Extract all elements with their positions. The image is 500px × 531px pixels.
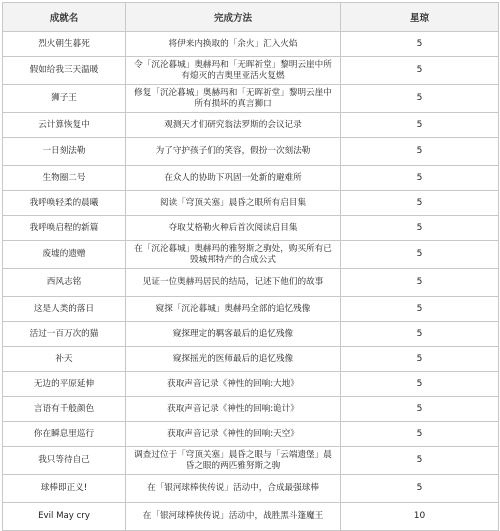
achievement-name: 我只等待自己 (3, 447, 126, 475)
table-row (3, 216, 499, 241)
table-row (3, 372, 499, 397)
stellar-jade-reward: 5 (341, 447, 499, 475)
achievement-name: 无边的平原延伸 (3, 372, 126, 397)
stellar-jade-reward: 5 (341, 113, 499, 138)
table-row (3, 166, 499, 191)
table-row (3, 113, 499, 138)
stellar-jade-reward: 5 (341, 241, 499, 269)
table-row (3, 241, 499, 269)
achievement-name: 烈火朝生暮死 (3, 32, 126, 57)
stellar-jade-reward: 5 (341, 138, 499, 166)
achievement-name: 一日刻法勒 (3, 138, 126, 166)
achievement-table (2, 2, 499, 531)
stellar-jade-reward: 5 (341, 372, 499, 397)
header-stellar-jade: 星琼 (341, 3, 499, 32)
completion-method: 在「银河球棒侠传说」活动中，合成最强球棒 (126, 475, 341, 503)
completion-method: 在众人的协助下巩固一处新的避难所 (126, 166, 341, 191)
achievement-name: 活过一百万次的猫 (3, 322, 126, 347)
achievement-name: 我呼唤轻柔的晨曦 (3, 191, 126, 216)
completion-method: 将伊来内换取的「余火」汇入火焰 (126, 32, 341, 57)
stellar-jade-reward: 5 (341, 191, 499, 216)
table-row (3, 503, 499, 531)
stellar-jade-reward: 5 (341, 85, 499, 113)
completion-method: 见证一位奥赫玛居民的结局，记述下他们的故事 (126, 269, 341, 297)
table-row (3, 397, 499, 422)
achievement-name: 西风志铭 (3, 269, 126, 297)
completion-method: 令「沉沦暮城」奥赫玛和「无晖祈堂」黎明云崖中所有熄灭的吉奥里亚活火复燃 (126, 57, 341, 85)
table-row (3, 422, 499, 447)
table-row (3, 138, 499, 166)
table-row (3, 347, 499, 372)
completion-method: 在「银河球棒侠传说」活动中，战胜黑斗篷魔王 (126, 503, 341, 531)
stellar-jade-reward: 5 (341, 347, 499, 372)
stellar-jade-reward: 5 (341, 166, 499, 191)
stellar-jade-reward: 5 (341, 57, 499, 85)
table-row (3, 322, 499, 347)
stellar-jade-reward: 5 (341, 397, 499, 422)
completion-method: 窥探理定的羁客最后的追忆残像 (126, 322, 341, 347)
completion-method: 窥探摇光的医师最后的追忆残像 (126, 347, 341, 372)
completion-method: 夺取艾格勒火种后首次阅读启目集 (126, 216, 341, 241)
achievement-name: 球棒即正义! (3, 475, 126, 503)
completion-method: 获取声音记录《神性的回响:诡计》 (126, 397, 341, 422)
completion-method: 调查过位于「穹顶关塞」晨昏之眼与「云端遗堡」晨昏之眼的两匹雅努斯之驹 (126, 447, 341, 475)
table-row (3, 57, 499, 85)
table-row (3, 297, 499, 322)
achievement-name: 我呼唤启程的新篇 (3, 216, 126, 241)
achievement-name: 狮子王 (3, 85, 126, 113)
completion-method: 在「沉沦暮城」奥赫玛的雅努斯之驹处，购买所有已毁城邦特产的合成公式 (126, 241, 341, 269)
table-row (3, 447, 499, 475)
completion-method: 为了守护孩子们的笑容，假扮一次刻法勒 (126, 138, 341, 166)
achievement-name: 假如给我三天温暖 (3, 57, 126, 85)
achievement-name: 你在瞬息里巡行 (3, 422, 126, 447)
achievement-table-container (2, 2, 498, 531)
table-row (3, 475, 499, 503)
completion-method: 阅读「穹顶关塞」晨昏之眼所有启目集 (126, 191, 341, 216)
achievement-name: Evil May cry (3, 503, 126, 531)
achievement-name: 生物圈二号 (3, 166, 126, 191)
achievement-name: 废墟的遗赠 (3, 241, 126, 269)
completion-method: 窥探「沉沦暮城」奥赫玛全部的追忆残像 (126, 297, 341, 322)
achievement-name: 言语有千般颜色 (3, 397, 126, 422)
header-achievement-name: 成就名 (3, 3, 126, 32)
table-row (3, 191, 499, 216)
completion-method: 修复「沉沦暮城」奥赫玛和「无晖祈堂」黎明云崖中所有损坏的真言狮口 (126, 85, 341, 113)
completion-method: 获取声音记录《神性的回响:天空》 (126, 422, 341, 447)
stellar-jade-reward: 5 (341, 422, 499, 447)
achievement-name: 这是人类的落日 (3, 297, 126, 322)
stellar-jade-reward: 5 (341, 297, 499, 322)
header-completion-method: 完成方法 (126, 3, 341, 32)
stellar-jade-reward: 5 (341, 322, 499, 347)
table-header-row (3, 3, 499, 32)
achievement-name: 补天 (3, 347, 126, 372)
stellar-jade-reward: 5 (341, 269, 499, 297)
achievement-name: 云计算恢复中 (3, 113, 126, 138)
table-row (3, 32, 499, 57)
stellar-jade-reward: 5 (341, 32, 499, 57)
stellar-jade-reward: 10 (341, 503, 499, 531)
stellar-jade-reward: 5 (341, 475, 499, 503)
table-row (3, 269, 499, 297)
completion-method: 获取声音记录《神性的回响:大地》 (126, 372, 341, 397)
stellar-jade-reward: 5 (341, 216, 499, 241)
table-row (3, 85, 499, 113)
completion-method: 观测天才们研究翁法罗斯的会议记录 (126, 113, 341, 138)
